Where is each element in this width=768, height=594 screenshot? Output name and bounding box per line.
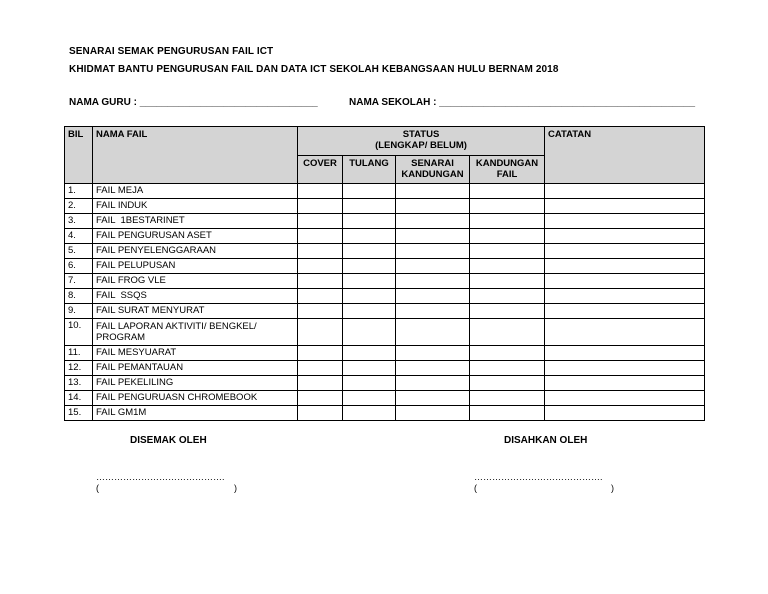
- row-bil: 6.: [65, 259, 93, 274]
- nama-sekolah-field: NAMA SEKOLAH : ______________________________________________: [349, 97, 696, 108]
- cell-cover: [298, 184, 343, 199]
- row-nama-fail: [93, 319, 298, 346]
- row-nama-fail: FAIL FROG VLE: [93, 274, 298, 289]
- row-nama-fail: FAIL MESYUARAT: [93, 346, 298, 361]
- cell-kandungan: [470, 304, 545, 319]
- cell-senarai: [396, 259, 470, 274]
- row-nama-fail: FAIL MEJA: [93, 184, 298, 199]
- table-row: [65, 361, 705, 376]
- header-nama-fail: NAMA FAIL: [93, 127, 298, 184]
- cell-tulang: [343, 304, 396, 319]
- row-nama-fail: FAIL INDUK: [93, 199, 298, 214]
- header-kandungan-line2: FAIL: [496, 169, 518, 180]
- cell-senarai: [396, 319, 470, 346]
- right-close-paren: ): [611, 483, 614, 493]
- cell-catatan: [545, 184, 705, 199]
- row-bil: 13.: [65, 376, 93, 391]
- row-bil: 15.: [65, 406, 93, 421]
- cell-catatan: [545, 361, 705, 376]
- cell-tulang: [343, 244, 396, 259]
- table-row: [65, 259, 705, 274]
- row-nama-fail: FAIL PELUPUSAN: [93, 259, 298, 274]
- cell-catatan: [545, 259, 705, 274]
- row-nama-fail: FAIL 1BESTARINET: [93, 214, 298, 229]
- table-row: [65, 184, 705, 199]
- row-nama-fail: FAIL PEMANTAUAN: [93, 361, 298, 376]
- cell-catatan: [545, 304, 705, 319]
- cell-kandungan: [470, 259, 545, 274]
- left-open-paren: (: [96, 483, 99, 493]
- left-signature-line: …………………………………….: [96, 472, 225, 482]
- cell-senarai: [396, 199, 470, 214]
- row-bil: 2.: [65, 199, 93, 214]
- header-cover: COVER: [298, 156, 343, 184]
- cell-senarai: [396, 361, 470, 376]
- cell-kandungan: [470, 361, 545, 376]
- cell-kandungan: [470, 199, 545, 214]
- cell-cover: [298, 214, 343, 229]
- row-bil: 5.: [65, 244, 93, 259]
- header-kandungan-fail: [470, 156, 545, 184]
- header-catatan: CATATAN: [545, 127, 705, 184]
- cell-cover: [298, 274, 343, 289]
- cell-kandungan: [470, 376, 545, 391]
- cell-tulang: [343, 229, 396, 244]
- cell-cover: [298, 289, 343, 304]
- row-bil: 10.: [65, 319, 93, 346]
- cell-catatan: [545, 391, 705, 406]
- checklist-table: [64, 126, 705, 421]
- cell-senarai: [396, 244, 470, 259]
- header-bil: BIL: [65, 127, 93, 184]
- cell-cover: [298, 259, 343, 274]
- header-kandungan-line1: KANDUNGAN: [475, 158, 539, 169]
- row-bil: 12.: [65, 361, 93, 376]
- cell-kandungan: [470, 391, 545, 406]
- cell-catatan: [545, 319, 705, 346]
- cell-kandungan: [470, 229, 545, 244]
- row-bil: 14.: [65, 391, 93, 406]
- table-row: [65, 406, 705, 421]
- cell-kandungan: [470, 346, 545, 361]
- header-senarai-line2: KANDUNGAN: [401, 169, 464, 180]
- cell-senarai: [396, 346, 470, 361]
- cell-tulang: [343, 406, 396, 421]
- table-row: [65, 376, 705, 391]
- cell-senarai: [396, 304, 470, 319]
- table-row: [65, 391, 705, 406]
- cell-senarai: [396, 184, 470, 199]
- row-bil: 1.: [65, 184, 93, 199]
- table-row: [65, 229, 705, 244]
- row-bil: 4.: [65, 229, 93, 244]
- table-row: [65, 274, 705, 289]
- document-title: SENARAI SEMAK PENGURUSAN FAIL ICT: [69, 46, 274, 57]
- cell-catatan: [545, 406, 705, 421]
- header-senarai-kandungan: [396, 156, 470, 184]
- cell-cover: [298, 391, 343, 406]
- row-bil: 3.: [65, 214, 93, 229]
- cell-cover: [298, 346, 343, 361]
- cell-cover: [298, 361, 343, 376]
- row-bil: 7.: [65, 274, 93, 289]
- cell-catatan: [545, 346, 705, 361]
- cell-kandungan: [470, 214, 545, 229]
- cell-tulang: [343, 391, 396, 406]
- table-row: [65, 319, 705, 346]
- cell-senarai: [396, 289, 470, 304]
- cell-tulang: [343, 184, 396, 199]
- right-signature-line: …………………………………….: [474, 472, 603, 482]
- cell-catatan: [545, 274, 705, 289]
- row-nama-fail: FAIL SURAT MENYURAT: [93, 304, 298, 319]
- cell-cover: [298, 406, 343, 421]
- cell-catatan: [545, 289, 705, 304]
- left-close-paren: ): [234, 483, 237, 493]
- document-subtitle: KHIDMAT BANTU PENGURUSAN FAIL DAN DATA ICT SEKOLAH KEBANGSAAN HULU BERNAM 2018: [69, 64, 559, 75]
- header-status-sublabel: (LENGKAP/ BELUM): [375, 140, 467, 151]
- row-bil: 8.: [65, 289, 93, 304]
- row-nama-fail: FAIL PENYELENGGARAAN: [93, 244, 298, 259]
- cell-cover: [298, 376, 343, 391]
- row-nama-fail: FAIL GM1M: [93, 406, 298, 421]
- cell-tulang: [343, 319, 396, 346]
- row-nama-fail-line1: FAIL LAPORAN AKTIVITI/ BENGKEL/: [96, 321, 257, 332]
- cell-tulang: [343, 214, 396, 229]
- cell-cover: [298, 229, 343, 244]
- cell-catatan: [545, 229, 705, 244]
- row-bil: 9.: [65, 304, 93, 319]
- cell-tulang: [343, 289, 396, 304]
- cell-catatan: [545, 214, 705, 229]
- row-bil: 11.: [65, 346, 93, 361]
- header-senarai-line1: SENARAI: [411, 158, 454, 169]
- cell-senarai: [396, 376, 470, 391]
- header-status-label: STATUS: [402, 129, 440, 140]
- table-row: [65, 304, 705, 319]
- table-row: [65, 214, 705, 229]
- cell-tulang: [343, 199, 396, 214]
- cell-kandungan: [470, 274, 545, 289]
- row-nama-fail-line2: PROGRAM: [96, 332, 146, 343]
- nama-guru-field: NAMA GURU : ________________________________: [69, 97, 318, 108]
- cell-tulang: [343, 259, 396, 274]
- table-row: [65, 289, 705, 304]
- header-tulang: TULANG: [343, 156, 396, 184]
- cell-cover: [298, 304, 343, 319]
- row-nama-fail: FAIL PENGURUSAN ASET: [93, 229, 298, 244]
- cell-catatan: [545, 199, 705, 214]
- right-open-paren: (: [474, 483, 477, 493]
- cell-kandungan: [470, 289, 545, 304]
- cell-tulang: [343, 361, 396, 376]
- cell-senarai: [396, 391, 470, 406]
- cell-tulang: [343, 346, 396, 361]
- table-row: [65, 346, 705, 361]
- row-nama-fail: FAIL PENGURUASN CHROMEBOOK: [93, 391, 298, 406]
- table-row: [65, 199, 705, 214]
- cell-kandungan: [470, 244, 545, 259]
- cell-catatan: [545, 244, 705, 259]
- cell-kandungan: [470, 184, 545, 199]
- disahkan-oleh-label: DISAHKAN OLEH: [504, 435, 588, 446]
- cell-cover: [298, 199, 343, 214]
- row-nama-fail: FAIL PEKELILING: [93, 376, 298, 391]
- cell-senarai: [396, 214, 470, 229]
- cell-tulang: [343, 376, 396, 391]
- row-nama-fail: FAIL SSQS: [93, 289, 298, 304]
- cell-senarai: [396, 229, 470, 244]
- header-status: [298, 127, 545, 156]
- cell-catatan: [545, 376, 705, 391]
- disemak-oleh-label: DISEMAK OLEH: [130, 435, 207, 446]
- cell-cover: [298, 319, 343, 346]
- cell-kandungan: [470, 406, 545, 421]
- cell-senarai: [396, 274, 470, 289]
- table-row: [65, 244, 705, 259]
- cell-senarai: [396, 406, 470, 421]
- cell-tulang: [343, 274, 396, 289]
- cell-kandungan: [470, 319, 545, 346]
- cell-cover: [298, 244, 343, 259]
